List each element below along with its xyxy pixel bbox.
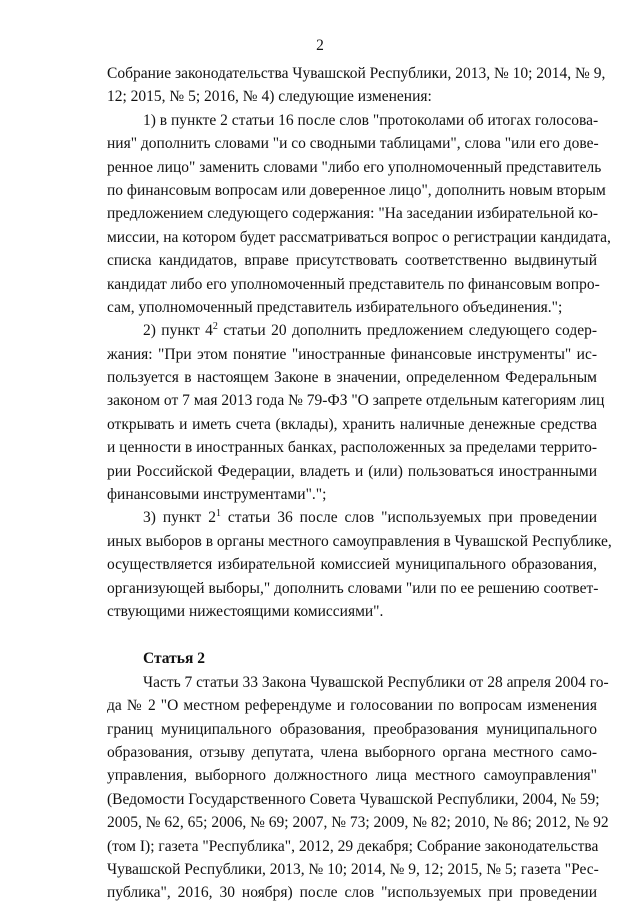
text-line: 2005, № 62, 65; 2006, № 69; 2007, № 73; 2009, № 82; 2010, № 86; 2012, № 92 (107, 814, 609, 832)
text-line: Чувашской Республики, 2013, № 10; 2014, № 9, 12; 2015, № 5; газета "Рес- (107, 860, 599, 878)
text-fragment: статьи 36 после слов "используемых при проведении (220, 509, 597, 527)
text-line: (том I); газета "Республика", 2012, 29 декабря; Собрание законодательства (107, 837, 599, 855)
text-line: предложением следующего содержания: "На заседании избирательной ко- (107, 205, 599, 223)
text-line: 12; 2015, № 5; 2016, № 4) следующие изменения: (107, 88, 432, 106)
text-line: миссии, на котором будет рассматриваться вопрос о регистрации кандидата, (107, 228, 611, 246)
text-line (107, 506, 597, 529)
amendment-item-3 (107, 506, 612, 623)
superscript: 2 (212, 321, 218, 333)
intro-paragraph (107, 62, 606, 109)
text-line: финансовыми инструментами"."; (107, 486, 327, 504)
text-line: да № 2 "О местном референдуме и голосовании по вопросам изменения (107, 697, 597, 715)
text-line: и ценности в иностранных банках, расположенных за пределами террито- (107, 439, 597, 457)
text-line: Собрание законодательства Чувашской Республики, 2013, № 10; 2014, № 9, (107, 65, 606, 82)
text-line: осуществляется избирательной комиссией муниципального образования, (107, 556, 597, 574)
text-line: кандидат либо его уполномоченный представитель по финансовым вопро- (107, 275, 600, 293)
text-line: организующей выборы," дополнить словами "или по ее решению соответ- (107, 579, 599, 597)
text-line: образования, отзыву депутата, члена выборного органа местного само- (107, 743, 597, 761)
text-line: жания: "При этом понятие "иностранные финансовые инструменты" ис- (107, 345, 597, 363)
text-line: законом от 7 мая 2013 года № 79-ФЗ "О запрете отдельным категориям лиц (107, 392, 605, 410)
text-line: открывать и иметь счета (вклады), хранить наличные денежные средства (107, 415, 597, 433)
text-line: списка кандидатов, вправе присутствовать соответственно выдвинутый (107, 252, 597, 270)
spacer (107, 623, 597, 647)
text-line: 1) в пункте 2 статьи 16 после слов "протоколами об итогах голосова- (143, 111, 599, 129)
text-line: публика", 2016, 30 ноября) после слов "используемых при проведении (107, 884, 597, 902)
text-fragment: 2) пункт 4 (143, 322, 213, 340)
superscript: 1 (215, 508, 221, 520)
text-line: границ муниципального образования, преобразования муниципального (107, 720, 597, 738)
page-number: 2 (316, 37, 324, 54)
text-line: ренное лицо" заменить словами "либо его уполномоченный представитель (107, 158, 602, 176)
text-line: ствующими нижестоящими комиссиями". (107, 602, 384, 620)
text-line: рии Российской Федерации, владеть и (или) пользоваться иностранными (107, 462, 597, 480)
document-body (107, 62, 612, 905)
article-2 (107, 647, 609, 904)
text-fragment: 3) пункт 2 (143, 509, 216, 527)
text-line: ния" дополнить словами "и со сводными таблицами", слова "или его дове- (107, 135, 599, 153)
text-line: (Ведомости Государственного Совета Чувашской Республики, 2004, № 59; (107, 790, 600, 808)
text-line (107, 319, 597, 342)
text-fragment: статьи 20 дополнить предложением следующего содер- (217, 322, 597, 340)
article-heading: Статья 2 (143, 650, 205, 668)
amendment-item-2 (107, 319, 605, 506)
text-line: иных выборов в органы местного самоуправления в Чувашской Республике, (107, 532, 612, 550)
text-line: пользуется в настоящем Законе в значении, определенном Федеральным (107, 369, 597, 387)
text-line: управления, выборного должностного лица местного самоуправления" (107, 767, 597, 785)
amendment-item-1 (107, 109, 611, 320)
text-line: по финансовым вопросам или доверенное лицо", дополнить новым вторым (107, 181, 606, 199)
text-line: Часть 7 статьи 33 Закона Чувашской Республики от 28 апреля 2004 го- (143, 673, 609, 691)
text-line: сам, уполномоченный представитель избирательного объединения."; (107, 298, 563, 316)
